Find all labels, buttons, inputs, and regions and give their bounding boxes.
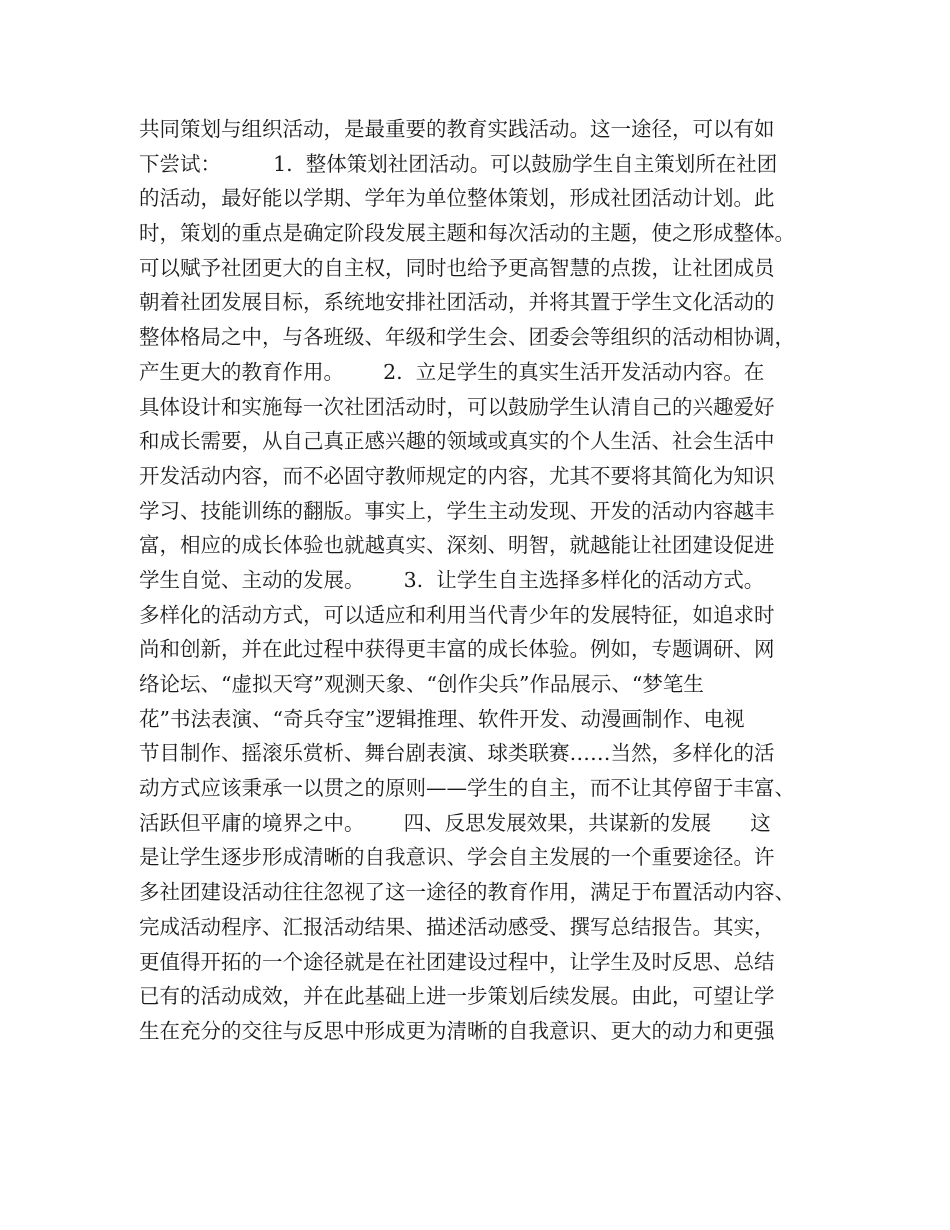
- text-line: 完成活动程序、汇报活动结果、描述活动感受、撰写总结报告。其实，: [139, 914, 775, 939]
- text-line: 节目制作、摇滚乐赏析、舞台剧表演、球类联赛……当然，多样化的活: [139, 741, 775, 766]
- text-line: 可以赋予社团更大的自主权，同时也给予更高智慧的点拨，让社团成员: [139, 255, 775, 280]
- text-line: 富，相应的成长体验也就越真实、深刻、明智，就越能让社团建设促进: [139, 533, 775, 558]
- text-line: 尚和创新，并在此过程中获得更丰富的成长体验。例如，专题调研、网: [139, 637, 775, 662]
- text-line: 学生自觉、主动的发展。 3. 让学生自主选择多样化的活动方式。: [139, 567, 765, 592]
- text-line: 花”书法表演、“奇兵夺宝”逻辑推理、软件开发、动漫画制作、电视: [139, 706, 745, 731]
- text-line: 是让学生逐步形成清晰的自我意识、学会自主发展的一个重要途径。许: [139, 845, 775, 870]
- text-line: 已有的活动成效，并在此基础上进一步策划后续发展。由此，可望让学: [139, 984, 775, 1009]
- text-line: 共同策划与组织活动，是最重要的教育实践活动。这一途径，可以有如: [139, 117, 775, 141]
- text-line: 下尝试： 1. 整体策划社团活动。可以鼓励学生自主策划所在社团: [139, 151, 778, 176]
- text-line: 活跃但平庸的境界之中。 四、反思发展效果，共谋新的发展 这: [139, 810, 771, 835]
- text-line: 产生更大的教育作用。 2. 立足学生的真实生活开发活动内容。在: [139, 359, 765, 384]
- text-line: 络论坛、“虚拟天穹”观测天象、“创作尖兵”作品展示、“梦笔生: [139, 672, 704, 696]
- text-line: 和成长需要，从自己真正感兴趣的领域或真实的个人生活、社会生活中: [139, 429, 775, 454]
- text-line: 更值得开拓的一个途径就是在社团建设过程中，让学生及时反思、总结: [139, 949, 775, 974]
- text-line: 整体格局之中，与各班级、年级和学生会、团委会等组织的活动相协调，: [139, 325, 795, 350]
- text-line: 朝着社团发展目标，系统地安排社团活动，并将其置于学生文化活动的: [139, 290, 775, 315]
- text-line: 具体设计和实施每一次社团活动时，可以鼓励学生认清自己的兴趣爱好: [139, 394, 775, 419]
- text-line: 学习、技能训练的翻版。事实上，学生主动发现、开发的活动内容越丰: [139, 498, 775, 523]
- text-line: 动方式应该秉承一以贯之的原则——学生的自主，而不让其停留于丰富、: [139, 776, 795, 801]
- text-line: 多社团建设活动往往忽视了这一途径的教育作用，满足于布置活动内容、: [139, 880, 795, 905]
- text-line: 的活动，最好能以学期、学年为单位整体策划，形成社团活动计划。此: [139, 186, 775, 211]
- text-line: 多样化的活动方式，可以适应和利用当代青少年的发展特征，如追求时: [139, 602, 775, 627]
- text-line: 时，策划的重点是确定阶段发展主题和每次活动的主题，使之形成整体。: [139, 221, 795, 246]
- text-line: 生在充分的交往与反思中形成更为清晰的自我意识、更大的动力和更强: [139, 1018, 775, 1043]
- body-text: [139, 112, 839, 1049]
- text-line: 开发活动内容，而不必固守教师规定的内容，尤其不要将其简化为知识: [139, 463, 775, 488]
